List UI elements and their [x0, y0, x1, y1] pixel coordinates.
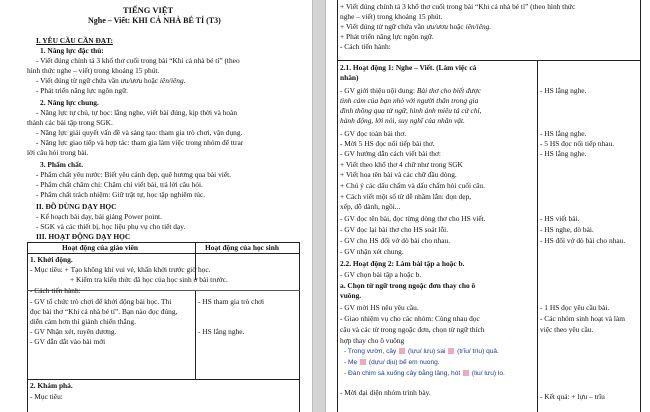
table-cell-text: - Mời 5 HS đọc nối tiếp bài thơ. [340, 139, 435, 148]
table-column-divider [537, 60, 538, 412]
table-cell-text: - Mục tiêu: + Tạo không khí vui vẻ, khấn khởi trước giờ học. [30, 265, 211, 274]
table-cell-text: + Viết theo khổ thơ 4 chữ như trong SGK [340, 160, 463, 169]
text-line: - Năng lực giao tiếp và hợp tác: tham gia làm việc trong nhóm để ttrar [36, 138, 244, 147]
text-line: - Phẩm chất chăm chỉ: Chăm chỉ viết bài, trả lời câu hỏi. [36, 180, 203, 189]
table-cell-text: + Chú ý các dấu chấm và dấu chấm hỏi cuối câu. [340, 181, 485, 190]
exercise-heading-a-cont: vuông. [340, 291, 362, 300]
document-page-left [0, 0, 313, 412]
text-line: - Phẩm chất yêu nước: Biết yêu cảnh đẹp, quê hương qua bài viết. [36, 170, 231, 179]
exercise-sentence [344, 369, 505, 378]
table-cell-text: - HS nghe, dò bài. [540, 225, 594, 234]
table-cell-text: - GV mời HS nêu yêu cầu. [340, 303, 419, 312]
table-cell-text: - GV đọc lại bài thơ cho HS soát lỗi. [340, 225, 449, 234]
table-cell-text: - Mục tiêu: [30, 392, 63, 401]
table-cell-text: + Phát triển năng lực ngôn ngữ. [340, 32, 434, 41]
table-cell-text: + Viết đúng chính tả 3 khổ thơ cuối trong bài “Khi cả nhà bé tí” (theo hình thức [340, 2, 576, 11]
table-cell-text: - Kết quả: + lựu – trĩu [540, 392, 605, 401]
section-heading-materials: II. ĐỒ DÙNG DẠY HỌC [36, 202, 117, 211]
lesson-subtitle: Nghe – Viết: KHI CẢ NHÀ BÉ TÍ (T3) [88, 16, 221, 25]
text-line: - Phẩm chất trách nhiệm: Giữ trật tự, học tập nghiêm túc. [36, 190, 206, 199]
text-span: - Trong vườn, cây [344, 348, 397, 355]
table-cell-text: - 5 HS đọc nối tiếp nhau. [540, 139, 615, 148]
table-row-divider [27, 379, 300, 380]
table-cell-text: xếp, dỗ dành, ngồi... [340, 202, 401, 211]
text-line: - Năng lực giải quyết vấn đề và sáng tạo: tham gia trò chơi, vận dụng. [36, 128, 243, 137]
table-cell-text: - Cách tiến hành: [30, 286, 81, 295]
table-column-divider [195, 290, 196, 380]
table-cell-text: - HS đổi vở dò bài cho nhau. [540, 236, 626, 245]
text-span-italic: ưu/ươu [426, 22, 448, 31]
exercise-sentence [344, 358, 440, 367]
text-line: - Năng lực tự chủ, tự học: lắng nghe, viết bài đúng, kịp thời và hoàn [36, 108, 238, 117]
table-cell-text: tình cảm của bạn nhỏ với người thân trong gia [340, 96, 479, 105]
table-cell-text [340, 22, 491, 31]
table-cell-text: + Cách viết một số từ dễ nhầm lẫn: đọn dẹp, [340, 192, 472, 201]
table-cell-text: - GV tổ chức trò chơi để khởi động bài học. Thi [30, 297, 172, 306]
activity-heading-dictation-cont: nhân) [340, 73, 359, 82]
table-cell-text: + Kiểm tra kiến thức đã học của học sinh ở bài trước. [70, 275, 228, 284]
subheading-general-competence: 2. Năng lực chung. [40, 98, 99, 107]
exercise-sentence [344, 347, 499, 356]
text-line: - Viết đúng chính tả 3 khổ thơ cuối trong bài “Khi cả nhà bé tí” (theo [36, 56, 240, 65]
text-span: - Đàn chim sà xuống cây bằng lăng, hót [344, 370, 461, 377]
blank-box-icon [448, 348, 454, 354]
text-line: - Kế hoạch bài dạy, bài giảng Power point. [36, 212, 162, 221]
table-cell-text: - GV nhận xét chung. [340, 247, 404, 256]
table-cell-text: diễn cảm hơn thì giành chiến thắng. [30, 317, 136, 326]
table-cell-text: hợp thay cho ô vuông [340, 336, 405, 345]
table-cell-text: - 1 HS đọc yêu cầu bài. [540, 303, 610, 312]
blank-box-icon [399, 348, 405, 354]
table-cell-text: + Viết hoa tên bài và các chữ đầu dòng. [340, 170, 457, 179]
text-span: hoặc [449, 22, 464, 31]
text-span-italic: ưu/ươu [120, 76, 143, 85]
table-cell-text: việc theo yêu cầu. [540, 325, 594, 334]
subheading-qualities: 3. Phẩm chất. [40, 160, 84, 169]
table-cell-text: - GV Nhận xét, tuyên dương. [30, 327, 117, 336]
text-span: - Mẹ [344, 359, 358, 366]
page-title: TIẾNG VIỆT [123, 5, 174, 15]
text-span: (dựu/ dịu) bế em nuong. [368, 359, 440, 366]
table-cell-text: - HS lắng nghe. [198, 327, 245, 336]
text-span: + Viết đúng từ ngữ chứa vần [340, 22, 425, 31]
blank-box-icon [360, 359, 366, 365]
table-cell-text: - HS lắng nghe. [540, 86, 587, 95]
section-heading-activities: III. HOẠT ĐỘNG DẠY HỌC [36, 232, 131, 241]
text-span: hoặc [144, 76, 158, 85]
exercise-heading-a: a. Chọn từ ngữ trong ngoặc đơn thay cho ô [340, 281, 476, 290]
text-span-italic: iên/iêng. [465, 22, 492, 31]
table-header-teacher: Hoạt động của giáo viên [62, 243, 138, 252]
table-row-divider [337, 60, 641, 61]
table-cell-text: - GV đọc toàn bài thơ. [340, 129, 407, 138]
table-cell-text: - GV cho HS đổi vở dò bài cho nhau. [340, 236, 451, 245]
text-span: - Viết đúng từ ngữ chứa vần [36, 76, 119, 85]
text-span: (liu/ lưu) lo. [471, 370, 505, 377]
text-line: - Phát triển năng lực ngôn ngữ. [36, 86, 128, 95]
table-cell-text: - Các nhóm sinh hoạt và làm [540, 314, 625, 323]
section-heading-requirements: I. YÊU CẦU CẦN ĐẠT: [36, 36, 113, 45]
subheading-specific-competence: 1. Năng lực đặc thù: [40, 46, 104, 55]
table-cell-text: câu và các từ trong ngoặc đơn, chọn từ ngữ thích [340, 325, 485, 334]
table-cell-text: - Mời đại diện nhóm trình bày. [340, 388, 431, 397]
text-span: - GV giới thiệu nội dung: [340, 86, 416, 95]
activity-heading-warmup: 1. Khởi động. [30, 255, 73, 264]
table-cell-text: - HS lắng nghe. [540, 129, 587, 138]
text-span: (lựu/ lưu) sai [408, 348, 446, 355]
table-cell-text [340, 86, 481, 95]
table-cell-text: - HS viết bài. [540, 214, 580, 223]
text-line: lời câu hỏi trong bài. [27, 148, 89, 157]
blank-box-icon [463, 370, 469, 376]
table-cell-text: - GV hướng dẫn cách viết bài thơ: [340, 149, 441, 158]
table-cell-text: - Giao nhiệm vụ cho các nhóm: Cùng nhau đọc [340, 314, 480, 323]
document-page-right [325, 0, 650, 412]
text-span-italic: iên/iêng. [159, 76, 186, 85]
activity-heading-dictation: 2.1. Hoạt động 1: Nghe – Viết. (Làm việc cả [340, 63, 477, 72]
text-span: (trĩu/ trìu) quả. [457, 348, 499, 355]
text-line: thành các bài tập trong SGK. [27, 118, 113, 127]
table-cell-text: hành động, lời nói, suy nghĩ của nhân vật. [340, 116, 465, 125]
table-row-divider [27, 253, 300, 254]
table-cell-text: đọc bài thơ “Khi cả nhà bé tí”. Bạn nào đọc đúng, [30, 307, 178, 316]
table-cell-text: - GV chọn bài tập a hoặc b. [340, 270, 422, 279]
text-line: - SGK và các thiết bị, học liệu phụ vụ cho tiết dạy. [36, 222, 186, 231]
activity-heading-exercise: 2.2. Hoạt động 2: Làm bài tập a hoặc b. [340, 259, 465, 268]
table-cell-text: - GV dẫn dắt vào bài mới [30, 337, 106, 346]
table-cell-text: - GV đọc tên bài, đọc từng dòng thơ cho HS viết. [340, 214, 486, 223]
text-line: hình thức nghe – viết) trong khoảng 15 phút. [27, 66, 160, 75]
text-line [36, 76, 186, 85]
table-cell-text: - HS lắng nghe. [540, 149, 587, 158]
table-cell-text: - Cách tiến hành: [340, 42, 391, 51]
table-cell-text: nghe – viết) trong khoảng 15 phút. [340, 12, 443, 21]
table-cell-text: - HS tham gia trò chơi [198, 297, 265, 306]
text-span-italic: Bài thơ cho biết được [416, 86, 481, 95]
activity-heading-explore: 2. Khám phá. [30, 381, 73, 390]
table-header-student: Hoạt động của học sinh [205, 243, 279, 252]
table-cell-text: đình thông qua từ ngữ, hình ảnh miêu tả cử chỉ, [340, 106, 482, 115]
